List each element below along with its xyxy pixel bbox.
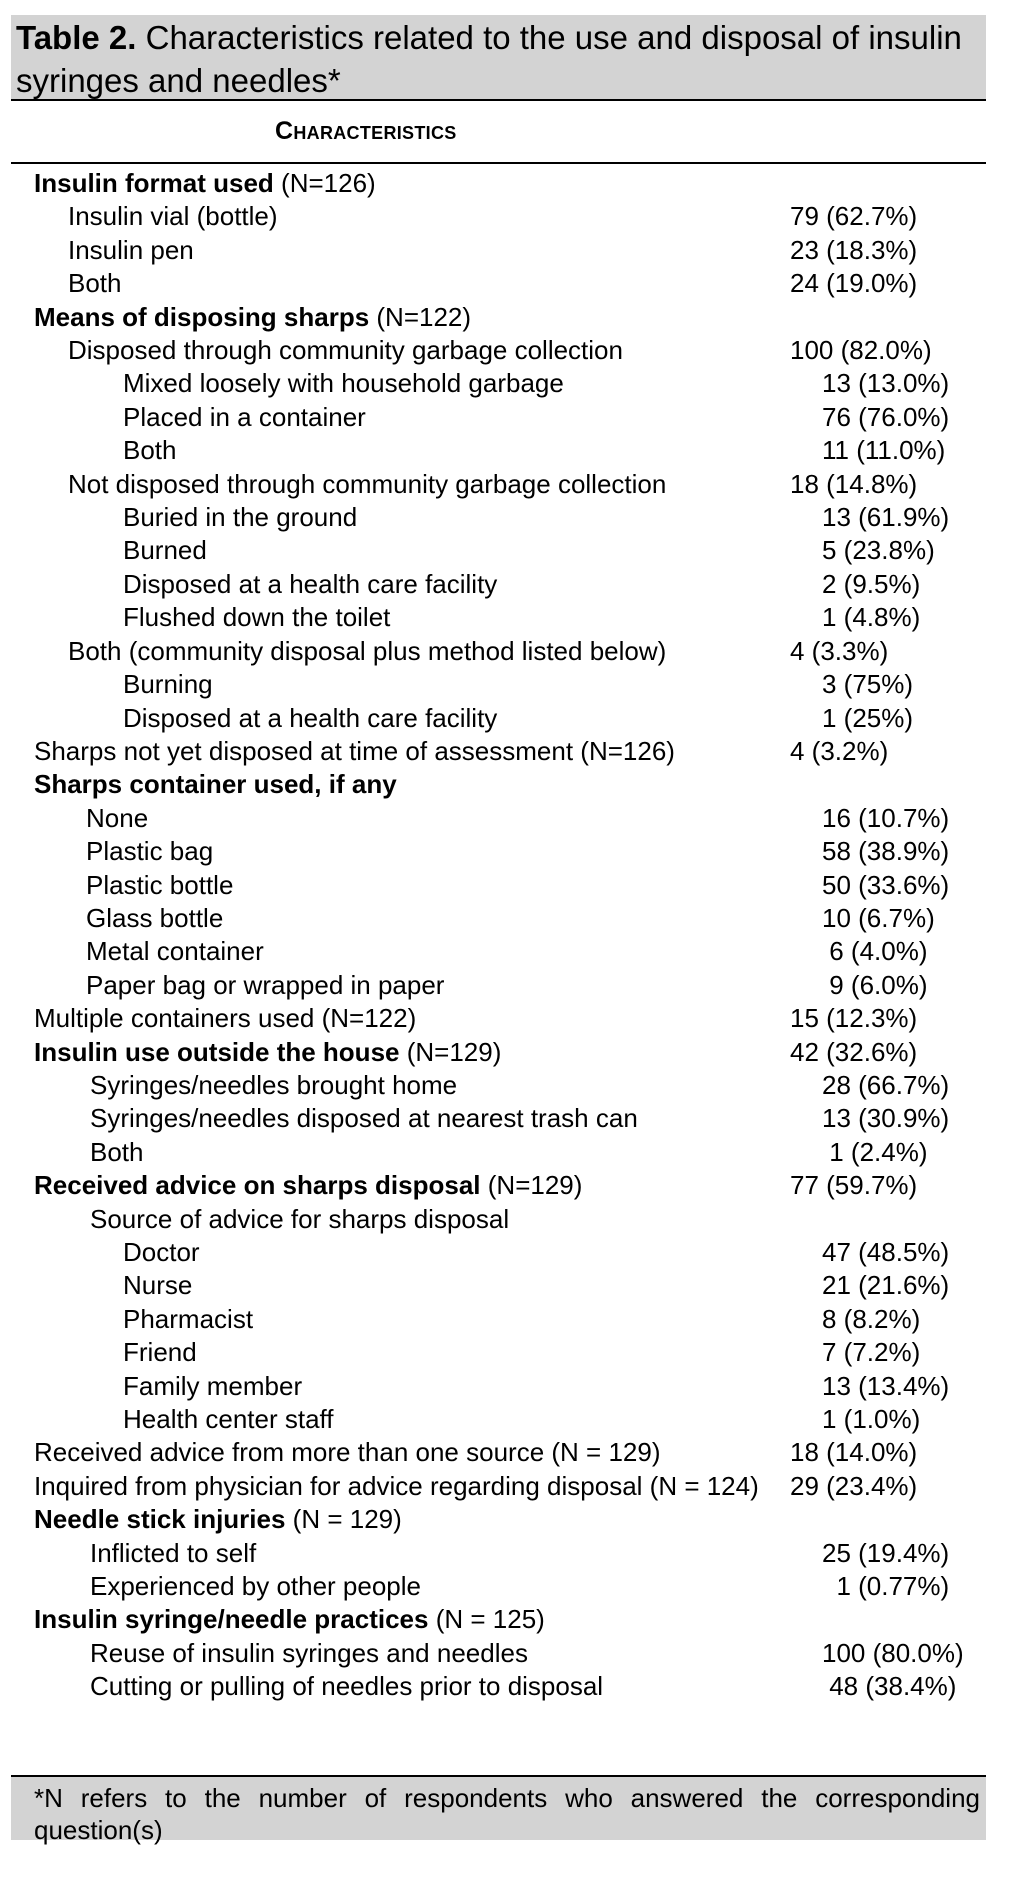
row-text: Syringes/needles brought home <box>90 1069 458 1100</box>
table-row <box>11 1403 986 1436</box>
row-value: 21 (21.6%) <box>822 1270 950 1301</box>
row-value <box>776 1203 986 1236</box>
row-text: (N=122) <box>369 301 472 332</box>
column-header: Characteristics <box>275 117 457 145</box>
row-value: 76 (76.0%) <box>822 401 950 432</box>
row-label <box>11 1236 776 1269</box>
row-text: Multiple containers used (N=122) <box>34 1003 417 1034</box>
row-value: 18 (14.8%) <box>790 468 918 499</box>
row-heading: Means of disposing sharps <box>34 301 370 332</box>
row-value: 2 (9.5%) <box>822 568 921 599</box>
row-value: 13 (13.0%) <box>822 368 950 399</box>
row-label <box>11 167 776 200</box>
row-value: 48 (38.4%) <box>822 1671 957 1702</box>
row-label <box>11 568 776 601</box>
table-row <box>11 468 986 501</box>
row-value: 10 (6.7%) <box>822 902 935 933</box>
table-row <box>11 234 986 267</box>
row-text: Insulin vial (bottle) <box>68 201 278 232</box>
table-row <box>11 1136 986 1169</box>
row-label <box>11 501 776 534</box>
row-label <box>11 935 776 968</box>
table-row <box>11 200 986 233</box>
row-value: 1 (25%) <box>822 702 914 733</box>
row-label <box>11 635 776 668</box>
row-text: Reuse of insulin syringes and needles <box>90 1637 528 1668</box>
row-label <box>11 1269 776 1302</box>
row-text: Nurse <box>123 1270 193 1301</box>
row-text: Experienced by other people <box>90 1571 422 1602</box>
table-row <box>11 334 986 367</box>
row-text: Burned <box>123 535 207 566</box>
row-heading: Sharps container used, if any <box>34 769 397 800</box>
table-row <box>11 902 986 935</box>
row-text: Paper bag or wrapped in paper <box>86 969 445 1000</box>
row-value: 4 (3.2%) <box>790 735 889 766</box>
row-value: 79 (62.7%) <box>790 201 918 232</box>
table-row <box>11 1570 986 1603</box>
table-row <box>11 1503 986 1536</box>
row-value: 47 (48.5%) <box>822 1237 950 1267</box>
table-row <box>11 501 986 534</box>
row-value: 11 (11.0%) <box>822 435 946 466</box>
row-value: 13 (13.4%) <box>822 1370 950 1401</box>
row-text: Insulin pen <box>68 234 194 265</box>
row-text: Metal container <box>86 936 264 967</box>
row-label <box>11 735 776 768</box>
table-row <box>11 568 986 601</box>
row-text: Plastic bag <box>86 836 214 867</box>
row-text: Disposed at a health care facility <box>123 568 498 599</box>
row-value: 7 (7.2%) <box>822 1337 921 1368</box>
row-heading: Needle stick injuries <box>34 1504 286 1535</box>
row-value: 1 (4.8%) <box>822 602 921 633</box>
row-value: 13 (61.9%) <box>822 502 950 533</box>
row-text: Sharps not yet disposed at time of assessment (N=126) <box>34 735 675 766</box>
table-body <box>11 167 986 1704</box>
row-label <box>11 234 776 267</box>
row-text: Mixed loosely with household garbage <box>123 368 564 399</box>
row-text: Received advice from more than one source (N = 129) <box>34 1437 661 1468</box>
table-row <box>11 1436 986 1469</box>
row-text: Buried in the ground <box>123 502 358 533</box>
row-value: 23 (18.3%) <box>790 234 918 265</box>
table-row <box>11 534 986 567</box>
row-label <box>11 1069 776 1102</box>
table-row <box>11 1370 986 1403</box>
table-row <box>11 1603 986 1636</box>
row-text: (N = 129) <box>285 1504 402 1535</box>
row-label <box>11 1169 776 1202</box>
table-row <box>11 601 986 634</box>
table-row <box>11 835 986 868</box>
row-heading: Insulin format used <box>34 168 274 198</box>
row-text: Placed in a container <box>123 401 366 432</box>
row-text: Source of advice for sharps disposal <box>90 1203 510 1234</box>
row-text: Family member <box>123 1370 303 1401</box>
row-value: 13 (30.9%) <box>822 1103 950 1134</box>
row-value: 16 (10.7%) <box>822 802 950 833</box>
row-value: 77 (59.7%) <box>790 1170 918 1201</box>
table-number: Table 2. <box>16 19 137 56</box>
table-row <box>11 167 986 200</box>
row-value <box>776 1603 986 1636</box>
row-value: 58 (38.9%) <box>822 836 950 867</box>
table-row <box>11 1203 986 1236</box>
row-value: 42 (32.6%) <box>790 1036 918 1067</box>
row-label <box>11 702 776 735</box>
row-text: Disposed at a health care facility <box>123 702 498 733</box>
row-text: Glass bottle <box>86 902 224 933</box>
row-label <box>11 267 776 300</box>
row-value: 1 (2.4%) <box>822 1136 928 1167</box>
row-label <box>11 1436 776 1469</box>
row-value: 100 (82.0%) <box>790 335 932 366</box>
table-row <box>11 1670 986 1703</box>
row-label <box>11 434 776 467</box>
row-label <box>11 334 776 367</box>
row-label <box>11 902 776 935</box>
table-row <box>11 802 986 835</box>
table-row <box>11 1002 986 1035</box>
table-row <box>11 1537 986 1570</box>
row-value: 5 (23.8%) <box>822 535 935 566</box>
row-heading: Received advice on sharps disposal <box>34 1170 481 1201</box>
row-text: Health center staff <box>123 1404 334 1435</box>
row-value: 6 (4.0%) <box>822 936 928 967</box>
table-row <box>11 768 986 801</box>
row-label <box>11 668 776 701</box>
row-label <box>11 1570 776 1603</box>
row-label <box>11 1637 776 1670</box>
row-label <box>11 1336 776 1369</box>
row-label <box>11 1102 776 1135</box>
row-text: Both <box>68 268 122 299</box>
table-row <box>11 367 986 400</box>
row-label <box>11 1002 776 1035</box>
table-row <box>11 1637 986 1670</box>
row-text: Plastic bottle <box>86 869 234 900</box>
row-value <box>776 301 986 334</box>
table-row <box>11 969 986 1002</box>
row-label <box>11 1303 776 1336</box>
row-label <box>11 1136 776 1169</box>
row-label <box>11 1403 776 1436</box>
row-text: Doctor <box>123 1237 200 1267</box>
row-text: Syringes/needles disposed at nearest trash can <box>90 1103 638 1134</box>
row-label <box>11 468 776 501</box>
table-row <box>11 1236 986 1269</box>
row-value: 8 (8.2%) <box>822 1303 921 1334</box>
row-value: 4 (3.3%) <box>790 635 889 666</box>
row-label <box>11 969 776 1002</box>
row-value: 15 (12.3%) <box>790 1003 918 1034</box>
row-value: 100 (80.0%) <box>822 1637 964 1668</box>
row-value: 50 (33.6%) <box>822 869 950 900</box>
table-row <box>11 1102 986 1135</box>
row-heading: Insulin syringe/needle practices <box>34 1604 429 1635</box>
row-value: 1 (0.77%) <box>822 1571 950 1602</box>
row-value: 3 (75%) <box>822 669 914 700</box>
table-row <box>11 401 986 434</box>
row-label <box>11 802 776 835</box>
row-label <box>11 301 776 334</box>
row-label <box>11 1670 776 1703</box>
row-label <box>11 367 776 400</box>
header-rule <box>11 162 986 164</box>
table-row <box>11 301 986 334</box>
row-value: 28 (66.7%) <box>822 1069 950 1100</box>
table-row <box>11 869 986 902</box>
row-label <box>11 1203 776 1236</box>
row-text: Friend <box>123 1337 197 1368</box>
row-value: 24 (19.0%) <box>790 268 918 299</box>
row-label <box>11 534 776 567</box>
table-row <box>11 635 986 668</box>
row-value: 18 (14.0%) <box>790 1437 918 1468</box>
table-row <box>11 702 986 735</box>
row-text: (N=129) <box>480 1170 583 1201</box>
row-value: 9 (6.0%) <box>822 969 928 1000</box>
row-label <box>11 1470 776 1503</box>
row-text: None <box>86 802 149 833</box>
row-text: (N=129) <box>399 1036 502 1067</box>
row-heading: Insulin use outside the house <box>34 1036 400 1067</box>
table-row <box>11 1303 986 1336</box>
row-text: Cutting or pulling of needles prior to disposal <box>90 1671 604 1702</box>
row-text: Flushed down the toilet <box>123 602 391 633</box>
row-label <box>11 601 776 634</box>
row-value <box>776 768 986 801</box>
row-label <box>11 401 776 434</box>
table-row <box>11 434 986 467</box>
row-text: Both <box>90 1136 144 1167</box>
table-row <box>11 1336 986 1369</box>
row-label <box>11 1370 776 1403</box>
row-text: Pharmacist <box>123 1303 254 1334</box>
row-text: (N = 125) <box>428 1604 545 1635</box>
table-row <box>11 1169 986 1202</box>
row-value <box>776 167 986 200</box>
row-label <box>11 1036 776 1069</box>
row-text: Burning <box>123 669 213 700</box>
row-label <box>11 869 776 902</box>
row-text: Inquired from physician for advice regarding disposal (N = 124) <box>34 1470 759 1501</box>
row-label <box>11 835 776 868</box>
table-row <box>11 735 986 768</box>
row-value <box>776 1503 986 1536</box>
row-text: Disposed through community garbage collection <box>68 335 623 366</box>
table-row <box>11 1036 986 1069</box>
table-caption: Characteristics related to the use and disposal of insulin syringes and needles* <box>16 19 962 99</box>
row-text: (N=126) <box>273 168 376 198</box>
row-text: Both (community disposal plus method listed below) <box>68 635 667 666</box>
table-row <box>11 267 986 300</box>
row-label <box>11 1537 776 1570</box>
row-value: 29 (23.4%) <box>790 1470 918 1501</box>
row-value: 25 (19.4%) <box>822 1537 950 1568</box>
table-row <box>11 1069 986 1102</box>
table-title <box>11 15 986 101</box>
row-text: Not disposed through community garbage collection <box>68 468 667 499</box>
row-label <box>11 1603 776 1636</box>
row-label <box>11 768 776 801</box>
table-row <box>11 1470 986 1503</box>
table-row <box>11 935 986 968</box>
table-footnote: *N refers to the number of respondents who answered the corresponding question(s) <box>11 1775 986 1840</box>
row-label <box>11 1503 776 1536</box>
row-label <box>11 200 776 233</box>
table-row <box>11 1269 986 1302</box>
row-text: Inflicted to self <box>90 1537 257 1568</box>
row-value: 1 (1.0%) <box>822 1404 921 1435</box>
row-text: Both <box>123 435 177 466</box>
table-row <box>11 668 986 701</box>
